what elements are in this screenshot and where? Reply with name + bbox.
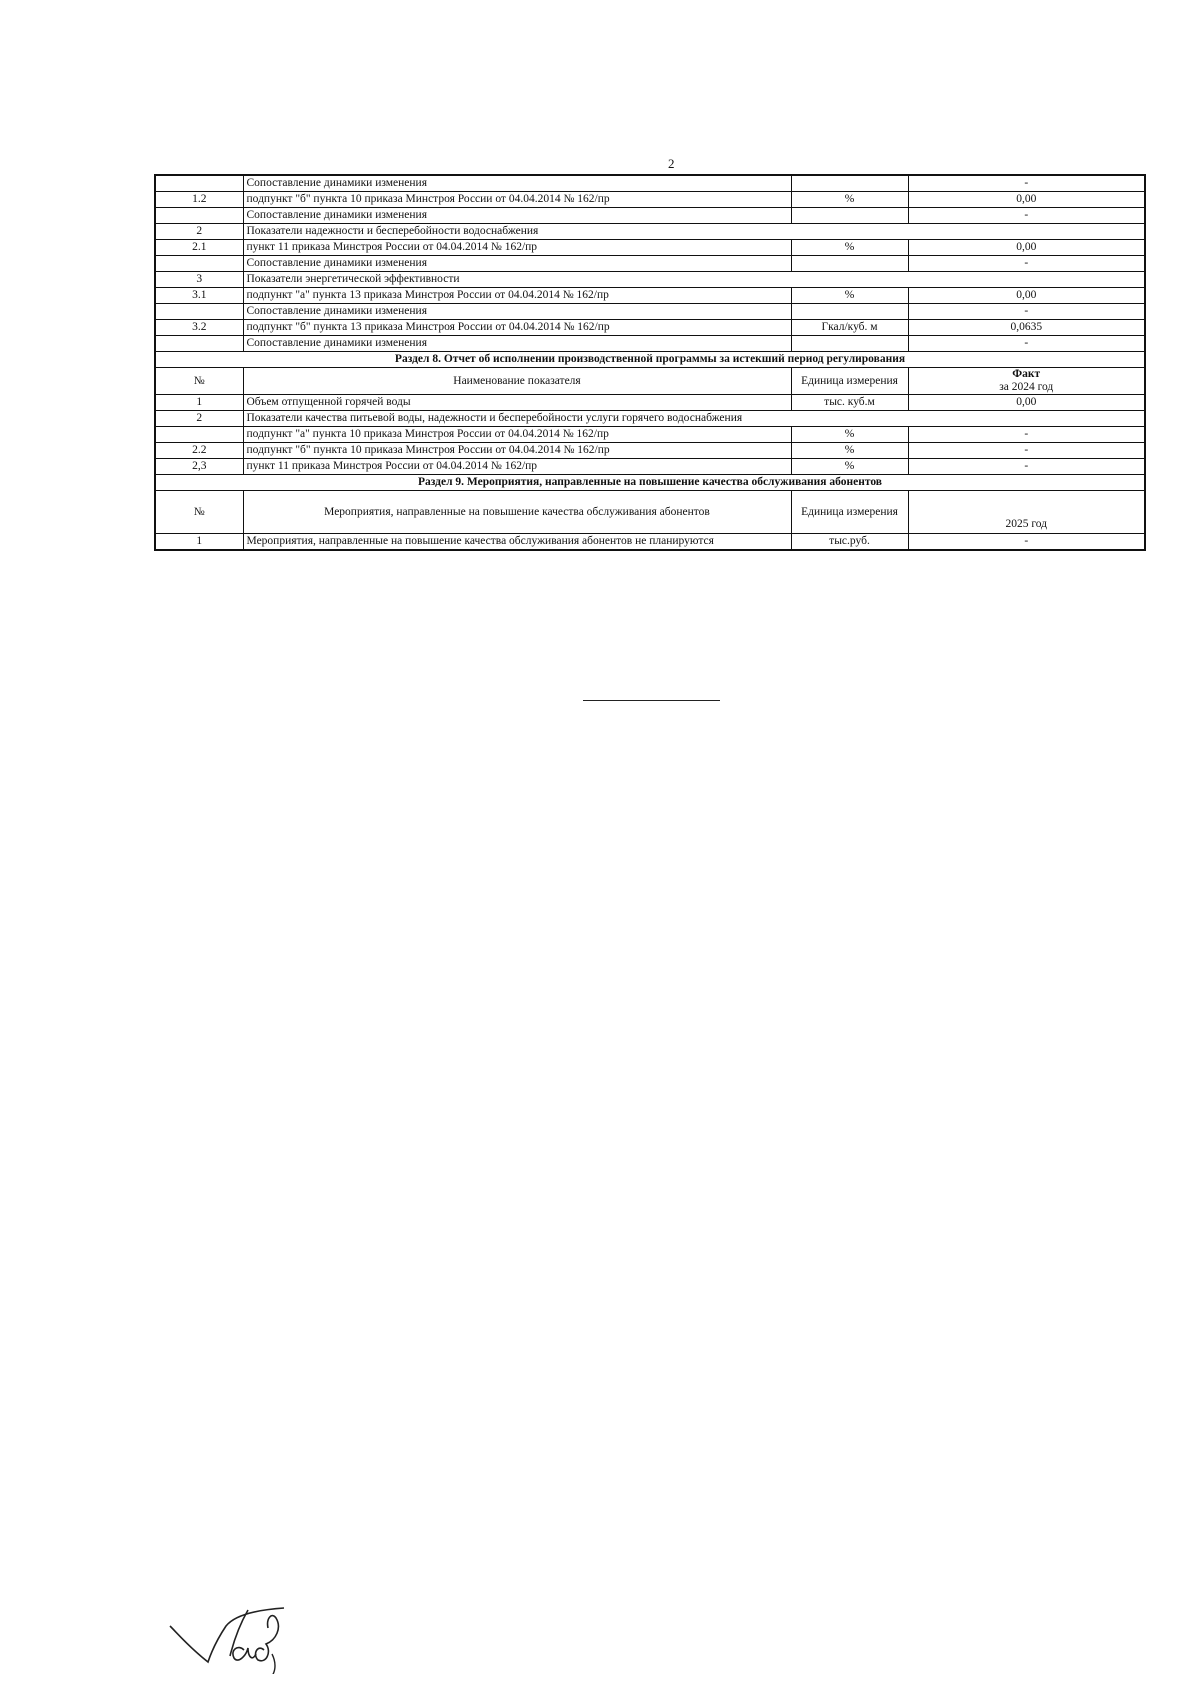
indicator-name: Сопоставление динамики изменения (243, 208, 791, 224)
table-row (155, 534, 1145, 551)
value-cell: - (908, 443, 1145, 459)
column-header-number: № (155, 491, 243, 534)
row-number: 2,3 (155, 459, 243, 475)
unit-cell (791, 336, 908, 352)
indicators-continued (155, 175, 1145, 352)
section-title-row (155, 352, 1145, 368)
indicator-name: Сопоставление динамики изменения (243, 336, 791, 352)
table-row (155, 320, 1145, 336)
section-8 (155, 352, 1145, 475)
table-row (155, 427, 1145, 443)
row-number: 1 (155, 534, 243, 551)
unit-cell: % (791, 192, 908, 208)
value-cell: - (908, 208, 1145, 224)
row-number: 3.2 (155, 320, 243, 336)
table-row (155, 288, 1145, 304)
handwritten-signature (168, 1604, 308, 1674)
unit-cell (791, 208, 908, 224)
value-cell: 0,00 (908, 240, 1145, 256)
table-row (155, 459, 1145, 475)
measure-name: Мероприятия, направленные на повышение качества обслуживания абонентов не планируются (243, 534, 791, 551)
column-header-year: 2025 год (908, 491, 1145, 534)
indicator-name: Объем отпущенной горячей воды (243, 395, 791, 411)
fact-year-label: за 2024 год (999, 381, 1054, 393)
unit-cell (791, 304, 908, 320)
row-number: 2.2 (155, 443, 243, 459)
row-number (155, 304, 243, 320)
header-row (155, 491, 1145, 534)
value-cell: - (908, 256, 1145, 272)
column-header-unit: Единица измерения (791, 368, 908, 395)
report-table (154, 174, 1146, 551)
value-cell: - (908, 304, 1145, 320)
column-header-fact (908, 368, 1145, 395)
unit-cell: % (791, 240, 908, 256)
row-number: 1.2 (155, 192, 243, 208)
value-cell: 0,00 (908, 288, 1145, 304)
row-number (155, 336, 243, 352)
value-cell: - (908, 175, 1145, 192)
section-9-title: Раздел 9. Мероприятия, направленные на повышение качества обслуживания абонентов (155, 475, 1145, 491)
table-row (155, 395, 1145, 411)
table-row (155, 175, 1145, 192)
section-9 (155, 475, 1145, 551)
indicator-name: пункт 11 приказа Минстроя России от 04.04.2014 № 162/пр (243, 240, 791, 256)
row-number (155, 175, 243, 192)
unit-cell: Гкал/куб. м (791, 320, 908, 336)
unit-cell: % (791, 427, 908, 443)
column-header-name: Мероприятия, направленные на повышение качества обслуживания абонентов (243, 491, 791, 534)
row-number: 2.1 (155, 240, 243, 256)
row-number (155, 256, 243, 272)
unit-cell: % (791, 459, 908, 475)
unit-cell: тыс.руб. (791, 534, 908, 551)
section-title-row (155, 475, 1145, 491)
row-number: 3 (155, 272, 243, 288)
value-cell: 0,0635 (908, 320, 1145, 336)
indicator-name: Сопоставление динамики изменения (243, 256, 791, 272)
indicator-name: Сопоставление динамики изменения (243, 304, 791, 320)
value-cell: 0,00 (908, 395, 1145, 411)
table-row (155, 411, 1145, 427)
value-cell: - (908, 534, 1145, 551)
group-heading: Показатели энергетической эффективности (243, 272, 1145, 288)
row-number: 2 (155, 224, 243, 240)
divider-line (583, 700, 720, 701)
table-row (155, 224, 1145, 240)
value-cell: 0,00 (908, 192, 1145, 208)
row-number: 1 (155, 395, 243, 411)
unit-cell: тыс. куб.м (791, 395, 908, 411)
group-heading: Показатели качества питьевой воды, надежности и бесперебойности услуги горячего водоснабжения (243, 411, 1145, 427)
table-row (155, 272, 1145, 288)
table-row (155, 192, 1145, 208)
row-number (155, 208, 243, 224)
indicator-name: подпункт "а" пункта 13 приказа Минстроя России от 04.04.2014 № 162/пр (243, 288, 791, 304)
column-header-unit: Единица измерения (791, 491, 908, 534)
indicator-name: подпункт "б" пункта 10 приказа Минстроя России от 04.04.2014 № 162/пр (243, 192, 791, 208)
column-header-name: Наименование показателя (243, 368, 791, 395)
table-row (155, 443, 1145, 459)
table-row (155, 336, 1145, 352)
group-heading: Показатели надежности и бесперебойности водоснабжения (243, 224, 1145, 240)
fact-label: Факт (1012, 368, 1041, 380)
row-number: 3.1 (155, 288, 243, 304)
section-8-title: Раздел 8. Отчет об исполнении производственной программы за истекший период регулирования (155, 352, 1145, 368)
row-number (155, 427, 243, 443)
indicator-name: подпункт "б" пункта 13 приказа Минстроя России от 04.04.2014 № 162/пр (243, 320, 791, 336)
indicator-name: подпункт "б" пункта 10 приказа Минстроя России от 04.04.2014 № 162/пр (243, 443, 791, 459)
table-row (155, 304, 1145, 320)
column-header-number: № (155, 368, 243, 395)
row-number: 2 (155, 411, 243, 427)
indicator-name: подпункт "а" пункта 10 приказа Минстроя России от 04.04.2014 № 162/пр (243, 427, 791, 443)
unit-cell (791, 175, 908, 192)
header-row (155, 368, 1145, 395)
table-row (155, 208, 1145, 224)
indicator-name: Сопоставление динамики изменения (243, 175, 791, 192)
value-cell: - (908, 459, 1145, 475)
table-row (155, 256, 1145, 272)
table-row (155, 240, 1145, 256)
page-number: 2 (668, 156, 675, 171)
value-cell: - (908, 427, 1145, 443)
unit-cell: % (791, 443, 908, 459)
unit-cell: % (791, 288, 908, 304)
unit-cell (791, 256, 908, 272)
value-cell: - (908, 336, 1145, 352)
indicator-name: пункт 11 приказа Минстроя России от 04.04.2014 № 162/пр (243, 459, 791, 475)
